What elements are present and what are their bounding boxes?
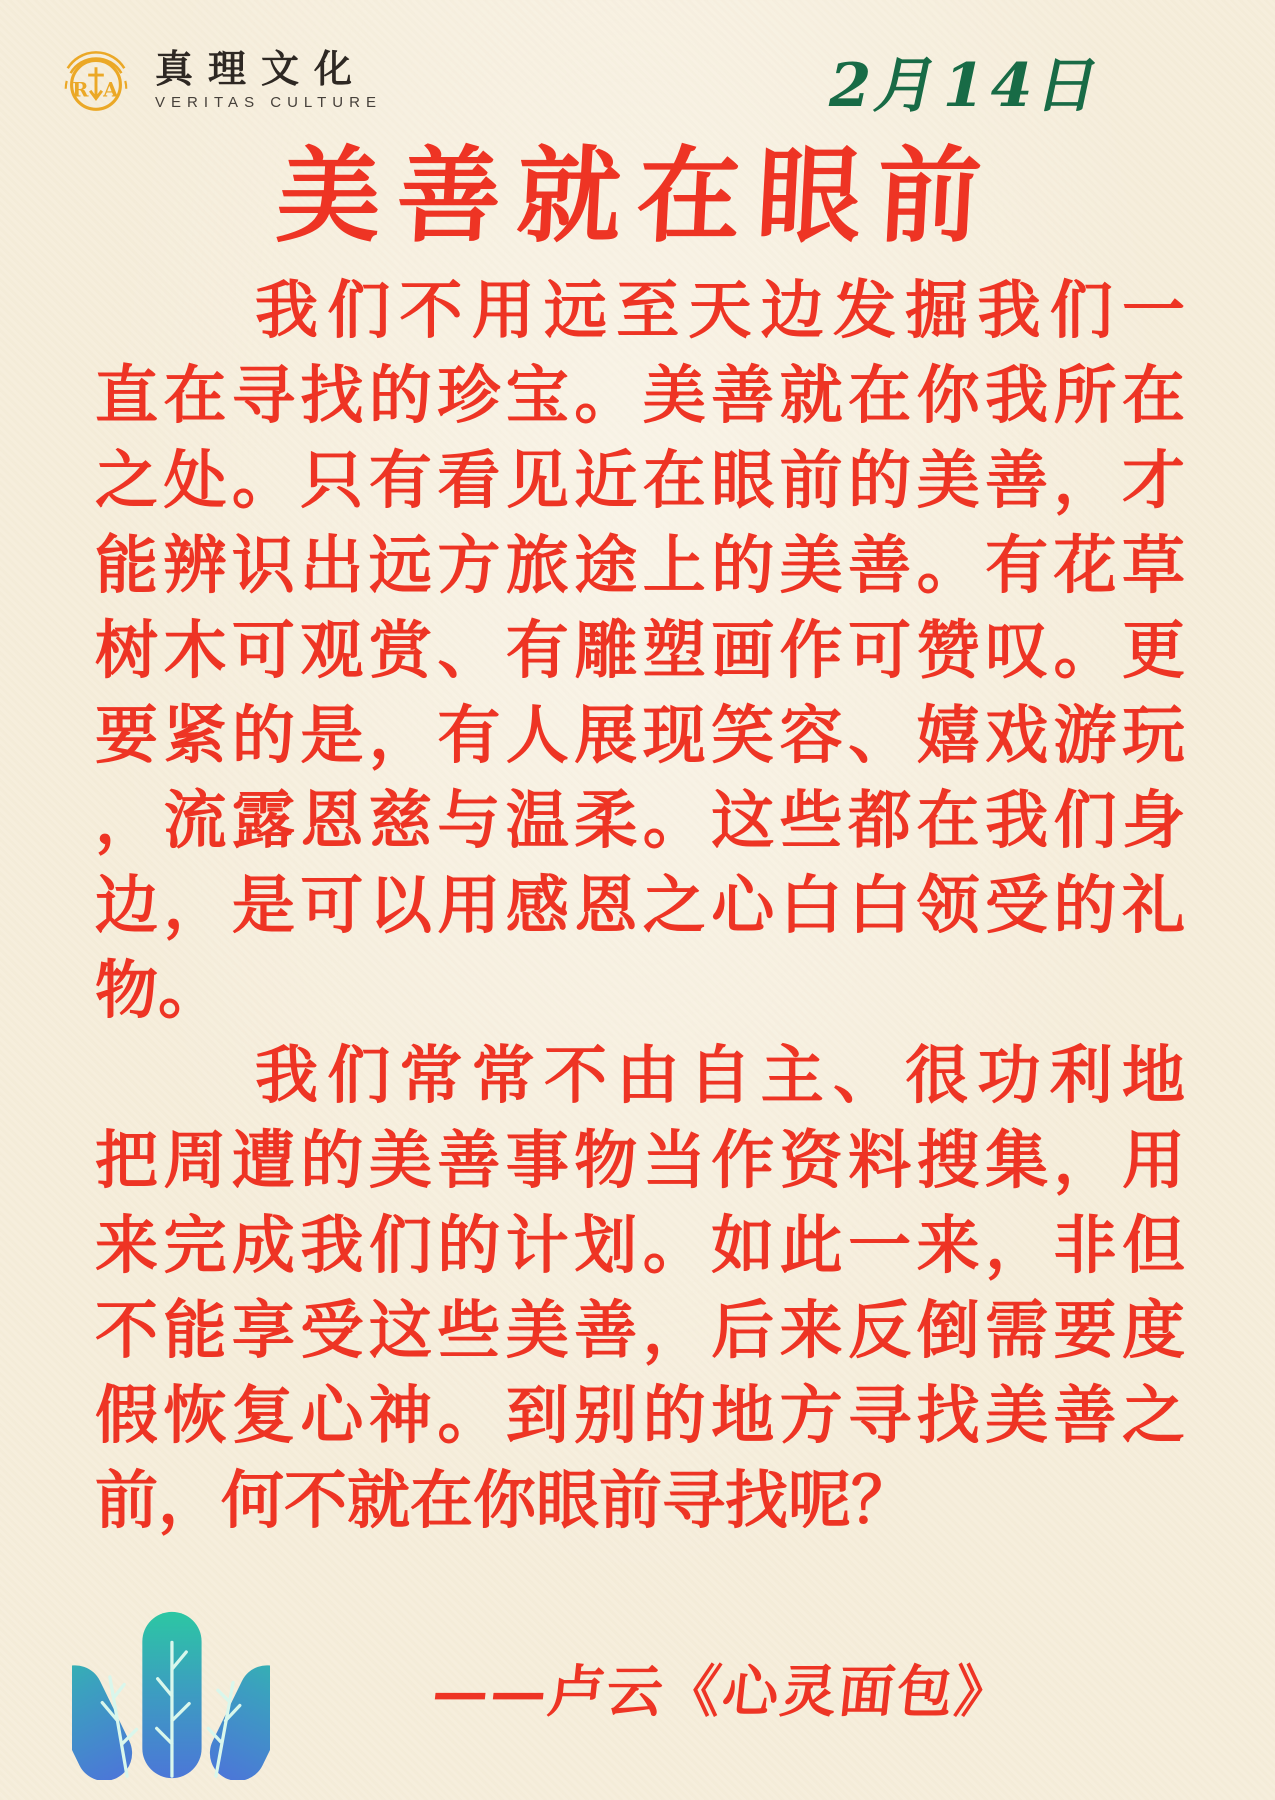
- body-text: [95, 268, 1185, 1543]
- date-label: 2月14日: [821, 51, 1112, 121]
- brand-name-chinese: 真理文化: [155, 45, 368, 91]
- body-line: 之处。只有看见近在眼前的美善，才: [95, 443, 1185, 517]
- body-line: 我们不用远至天边发掘我们一: [255, 273, 1185, 347]
- brand: [155, 47, 382, 112]
- svg-text:R: R: [72, 78, 89, 102]
- body-line: 我们常常不由自主、很功利地: [255, 1038, 1185, 1112]
- logo-emblem-icon: [55, 38, 137, 120]
- logo: [55, 38, 382, 120]
- page-title: 美善就在眼前: [273, 134, 1001, 257]
- body-line: 来完成我们的计划。如此一来，非但: [95, 1208, 1185, 1282]
- body-line: 把周遭的美善事物当作资料搜集，用: [95, 1123, 1185, 1197]
- body-line: 前，何不就在你眼前寻找呢？: [95, 1463, 914, 1537]
- plant-decoration-icon: [72, 1608, 270, 1780]
- body-line: 直在寻找的珍宝。美善就在你我所在: [95, 358, 1185, 432]
- body-line: 物。: [95, 953, 221, 1027]
- body-line: 能辨识出远方旅途上的美善。有花草: [95, 528, 1185, 602]
- body-line: 要紧的是，有人展现笑容、嬉戏游玩: [95, 698, 1185, 772]
- attribution: ——卢云《心灵面包》: [429, 1659, 1017, 1725]
- brand-name-english: VERITAS CULTURE: [155, 94, 382, 112]
- body-line: 假恢复心神。到别的地方寻找美善之: [95, 1378, 1185, 1452]
- body-line: 不能享受这些美善，后来反倒需要度: [95, 1293, 1185, 1367]
- svg-text:A: A: [103, 78, 119, 102]
- body-line: ，流露恩慈与温柔。这些都在我们身: [95, 783, 1185, 857]
- body-line: 树木可观赏、有雕塑画作可赞叹。更: [95, 613, 1185, 687]
- body-line: 边，是可以用感恩之心白白领受的礼: [95, 868, 1185, 942]
